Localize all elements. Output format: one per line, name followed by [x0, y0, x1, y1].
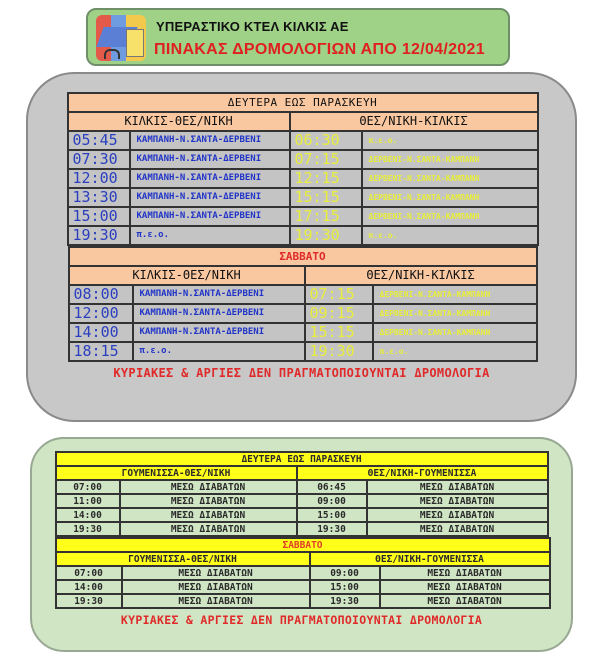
table-row [68, 131, 538, 150]
departure-time: 07:00 [56, 480, 120, 494]
weekday-title: ΔΕΥΤΕΡΑ ΕΩΣ ΠΑΡΑΣΚΕΥΗ [56, 452, 548, 466]
table-row [56, 480, 548, 494]
departure-time: 19:30 [68, 226, 130, 245]
route: ΜΕΣΩ ΔΙΑΒΑΤΩΝ [122, 566, 310, 580]
return-time: 09:00 [297, 494, 367, 508]
return-route: ΔΕΡΒΕΝΙ-Ν.ΣΑΝΤΑ-ΚΑΜΠΑΝΗ [362, 188, 538, 207]
table-row [68, 150, 538, 169]
company-name: ΥΠΕΡΑΣΤΙΚΟ ΚΤΕΛ ΚΙΛΚΙΣ ΑΕ [156, 19, 349, 34]
return-route: ΜΕΣΩ ΔΙΑΒΑΤΩΝ [367, 494, 548, 508]
kilkis-weekday-table [67, 92, 539, 246]
return-route: ΔΕΡΒΕΝΙ-Ν.ΣΑΝΤΑ-ΚΑΜΠΑΝΗ [373, 323, 537, 342]
table-row [56, 522, 548, 536]
col-thess-goumenissa: ΘΕΣ/ΝΙΚΗ-ΓΟΥΜΕΝΙΣΣΑ [297, 466, 548, 480]
return-route: ΜΕΣΩ ΔΙΑΒΑΤΩΝ [380, 580, 550, 594]
departure-time: 05:45 [68, 131, 130, 150]
route: ΚΑΜΠΑΝΗ-Ν.ΣΑΝΤΑ-ΔΕΡΒΕΝΙ [133, 285, 305, 304]
table-row [56, 494, 548, 508]
col-thess-kilkis: ΘΕΣ/ΝΙΚΗ-ΚΙΛΚΙΣ [290, 112, 538, 131]
return-time: 06:30 [290, 131, 362, 150]
departure-time: 12:00 [68, 169, 130, 188]
route: ΚΑΜΠΑΝΗ-Ν.ΣΑΝΤΑ-ΔΕΡΒΕΝΙ [130, 150, 290, 169]
table-row [68, 226, 538, 245]
table-row [56, 580, 550, 594]
table-row [69, 304, 537, 323]
departure-time: 15:00 [68, 207, 130, 226]
return-time: 09:00 [310, 566, 380, 580]
goumenissa-sunday-note: ΚΥΡΙΑΚΕΣ & ΑΡΓΙΕΣ ΔΕΝ ΠΡΑΓΜΑΤΟΠΟΙΟΥΝΤΑΙ ΔΡΟΜΟΛΟΓΙΑ [120, 613, 483, 627]
return-time: 17:15 [290, 207, 362, 226]
goumenissa-saturday-table [55, 537, 551, 609]
departure-time: 13:30 [68, 188, 130, 207]
table-row [68, 169, 538, 188]
saturday-title: ΣΑΒΒΑΤΟ [69, 247, 537, 266]
return-time: 06:45 [297, 480, 367, 494]
departure-time: 07:00 [56, 566, 122, 580]
route: ΜΕΣΩ ΔΙΑΒΑΤΩΝ [120, 508, 297, 522]
departure-time: 14:00 [69, 323, 133, 342]
departure-time: 18:15 [69, 342, 133, 361]
return-route: π.ε.ο. [373, 342, 537, 361]
route: ΚΑΜΠΑΝΗ-Ν.ΣΑΝΤΑ-ΔΕΡΒΕΝΙ [130, 188, 290, 207]
return-time: 15:15 [305, 323, 373, 342]
kilkis-sunday-note: ΚΥΡΙΑΚΕΣ & ΑΡΓΙΕΣ ΔΕΝ ΠΡΑΓΜΑΤΟΠΟΙΟΥΝΤΑΙ ΔΡΟΜΟΛΟΓΙΑ [113, 366, 490, 380]
return-route: ΔΕΡΒΕΝΙ-Ν.ΣΑΝΤΑ-ΚΑΜΠΑΝΗ [373, 285, 537, 304]
route: π.ε.ο. [130, 226, 290, 245]
table-row [56, 508, 548, 522]
return-time: 19:30 [290, 226, 362, 245]
col-thess-goumenissa: ΘΕΣ/ΝΙΚΗ-ΓΟΥΜΕΝΙΣΣΑ [310, 552, 550, 566]
return-route: ΜΕΣΩ ΔΙΑΒΑΤΩΝ [367, 508, 548, 522]
route: ΜΕΣΩ ΔΙΑΒΑΤΩΝ [122, 580, 310, 594]
route: ΜΕΣΩ ΔΙΑΒΑΤΩΝ [120, 494, 297, 508]
return-time: 09:15 [305, 304, 373, 323]
route: ΚΑΜΠΑΝΗ-Ν.ΣΑΝΤΑ-ΔΕΡΒΕΝΙ [130, 131, 290, 150]
table-row [69, 323, 537, 342]
col-kilkis-thess: ΚΙΛΚΙΣ-ΘΕΣ/ΝΙΚΗ [69, 266, 305, 285]
return-route: ΜΕΣΩ ΔΙΑΒΑΤΩΝ [380, 594, 550, 608]
departure-time: 12:00 [69, 304, 133, 323]
route: ΜΕΣΩ ΔΙΑΒΑΤΩΝ [120, 480, 297, 494]
return-time: 15:00 [297, 508, 367, 522]
goumenissa-panel [30, 437, 573, 652]
col-goumenissa-thess: ΓΟΥΜΕΝΙΣΣΑ-ΘΕΣ/ΝΙΚΗ [56, 552, 310, 566]
return-route: ΔΕΡΒΕΝΙ-Ν.ΣΑΝΤΑ-ΚΑΜΠΑΝΗ [362, 150, 538, 169]
departure-time: 14:00 [56, 580, 122, 594]
saturday-title: ΣΑΒΒΑΤΟ [56, 538, 550, 552]
departure-time: 19:30 [56, 522, 120, 536]
departure-time: 07:30 [68, 150, 130, 169]
bus-icon [96, 15, 146, 61]
departure-time: 08:00 [69, 285, 133, 304]
return-route: ΜΕΣΩ ΔΙΑΒΑΤΩΝ [367, 522, 548, 536]
header-banner [86, 8, 510, 66]
route: π.ε.ο. [133, 342, 305, 361]
route: ΜΕΣΩ ΔΙΑΒΑΤΩΝ [122, 594, 310, 608]
kilkis-panel [26, 72, 577, 422]
return-time: 15:00 [310, 580, 380, 594]
weekday-title: ΔΕΥΤΕΡΑ ΕΩΣ ΠΑΡΑΣΚΕΥΗ [68, 93, 538, 112]
route: ΜΕΣΩ ΔΙΑΒΑΤΩΝ [120, 522, 297, 536]
table-row [56, 594, 550, 608]
schedule-title: ΠΙΝΑΚΑΣ ΔΡΟΜΟΛΟΓΙΩΝ ΑΠΟ 12/04/2021 [154, 41, 485, 58]
col-goumenissa-thess: ΓΟΥΜΕΝΙΣΣΑ-ΘΕΣ/ΝΙΚΗ [56, 466, 297, 480]
route: ΚΑΜΠΑΝΗ-Ν.ΣΑΝΤΑ-ΔΕΡΒΕΝΙ [133, 323, 305, 342]
goumenissa-weekday-table [55, 451, 549, 537]
table-row [68, 188, 538, 207]
departure-time: 14:00 [56, 508, 120, 522]
route: ΚΑΜΠΑΝΗ-Ν.ΣΑΝΤΑ-ΔΕΡΒΕΝΙ [133, 304, 305, 323]
return-route: ΔΕΡΒΕΝΙ-Ν.ΣΑΝΤΑ-ΚΑΜΠΑΝΗ [362, 207, 538, 226]
route: ΚΑΜΠΑΝΗ-Ν.ΣΑΝΤΑ-ΔΕΡΒΕΝΙ [130, 207, 290, 226]
table-row [68, 207, 538, 226]
return-time: 19:30 [305, 342, 373, 361]
return-time: 19:30 [310, 594, 380, 608]
return-time: 07:15 [290, 150, 362, 169]
return-time: 07:15 [305, 285, 373, 304]
route: ΚΑΜΠΑΝΗ-Ν.ΣΑΝΤΑ-ΔΕΡΒΕΝΙ [130, 169, 290, 188]
table-row [69, 342, 537, 361]
col-thess-kilkis: ΘΕΣ/ΝΙΚΗ-ΚΙΛΚΙΣ [305, 266, 537, 285]
table-row [69, 285, 537, 304]
return-route: ΔΕΡΒΕΝΙ-Ν.ΣΑΝΤΑ-ΚΑΜΠΑΝΗ [362, 169, 538, 188]
col-kilkis-thess: ΚΙΛΚΙΣ-ΘΕΣ/ΝΙΚΗ [68, 112, 290, 131]
departure-time: 19:30 [56, 594, 122, 608]
return-route: ΜΕΣΩ ΔΙΑΒΑΤΩΝ [367, 480, 548, 494]
return-route: π.ε.ο. [362, 131, 538, 150]
departure-time: 11:00 [56, 494, 120, 508]
table-row [56, 566, 550, 580]
return-time: 15:15 [290, 188, 362, 207]
return-time: 19:30 [297, 522, 367, 536]
return-route: ΜΕΣΩ ΔΙΑΒΑΤΩΝ [380, 566, 550, 580]
return-route: π.ε.ο. [362, 226, 538, 245]
return-route: ΔΕΡΒΕΝΙ-Ν.ΣΑΝΤΑ-ΚΑΜΠΑΝΗ [373, 304, 537, 323]
kilkis-saturday-table [68, 246, 538, 362]
return-time: 12:15 [290, 169, 362, 188]
